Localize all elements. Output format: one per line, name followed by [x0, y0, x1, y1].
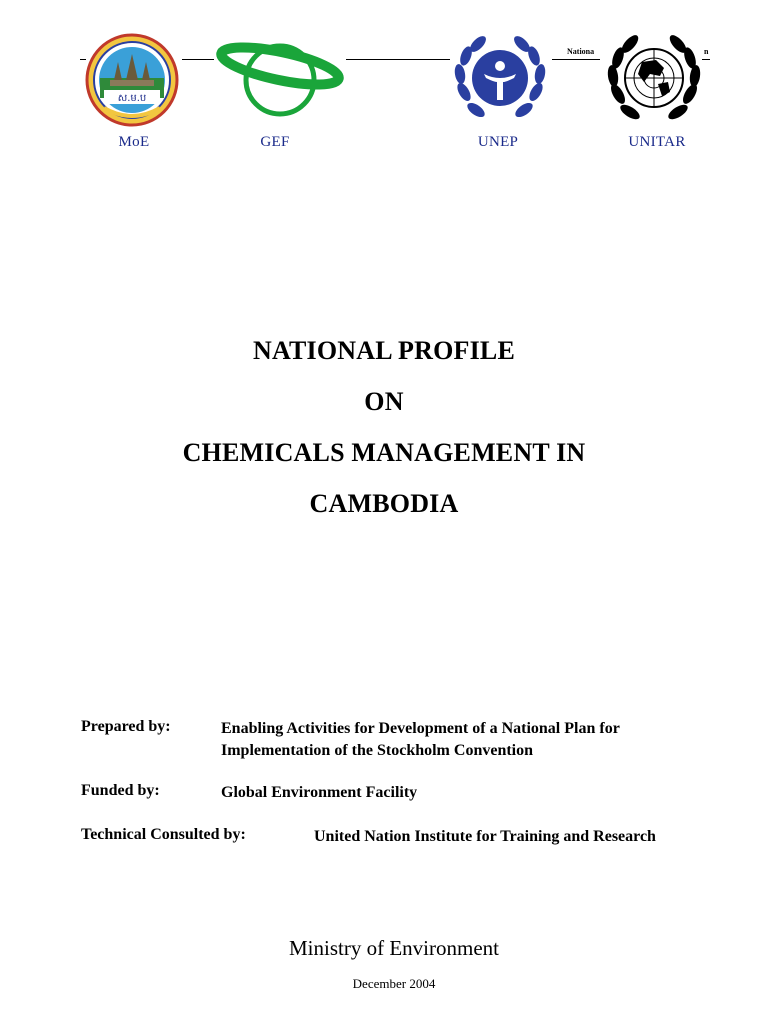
header-rule-2: [346, 59, 450, 60]
header-fragment-right: n: [704, 47, 709, 56]
ministry-name: Ministry of Environment: [289, 936, 499, 960]
moe-label: MoE: [118, 134, 150, 150]
gef-label: GEF: [260, 134, 290, 150]
unitar-logo-icon: [604, 32, 704, 128]
moe-logo-icon: [84, 32, 180, 128]
title-line-1: NATIONAL PROFILE: [252, 336, 516, 365]
title-line-4: CAMBODIA: [309, 489, 459, 518]
title-line-3: CHEMICALS MANAGEMENT IN: [182, 438, 586, 467]
moe-logo-inner-text: ស.ម.ប: [117, 93, 147, 104]
funded-by-value: Global Environment Facility: [221, 784, 418, 801]
technical-consulted-label: Technical Consulted by:: [81, 826, 246, 843]
technical-consulted-value: United Nation Institute for Training and Research: [314, 828, 656, 845]
prepared-by-label: Prepared by:: [81, 718, 171, 735]
unitar-label: UNITAR: [628, 134, 686, 150]
title-line-2: ON: [364, 387, 404, 416]
header-rule-1: [182, 59, 214, 60]
funded-by-label: Funded by:: [81, 782, 160, 799]
unep-label: UNEP: [477, 134, 519, 150]
publication-date: December 2004: [352, 976, 436, 991]
gef-logo-icon: [214, 38, 346, 118]
unep-logo-icon: [450, 32, 550, 128]
header-rule-3: [552, 59, 600, 60]
prepared-by-value: Enabling Activities for Development of a National Plan for Implementation of the Stockholm Convention: [221, 720, 620, 759]
header-fragment-left: Nationa: [567, 47, 595, 56]
